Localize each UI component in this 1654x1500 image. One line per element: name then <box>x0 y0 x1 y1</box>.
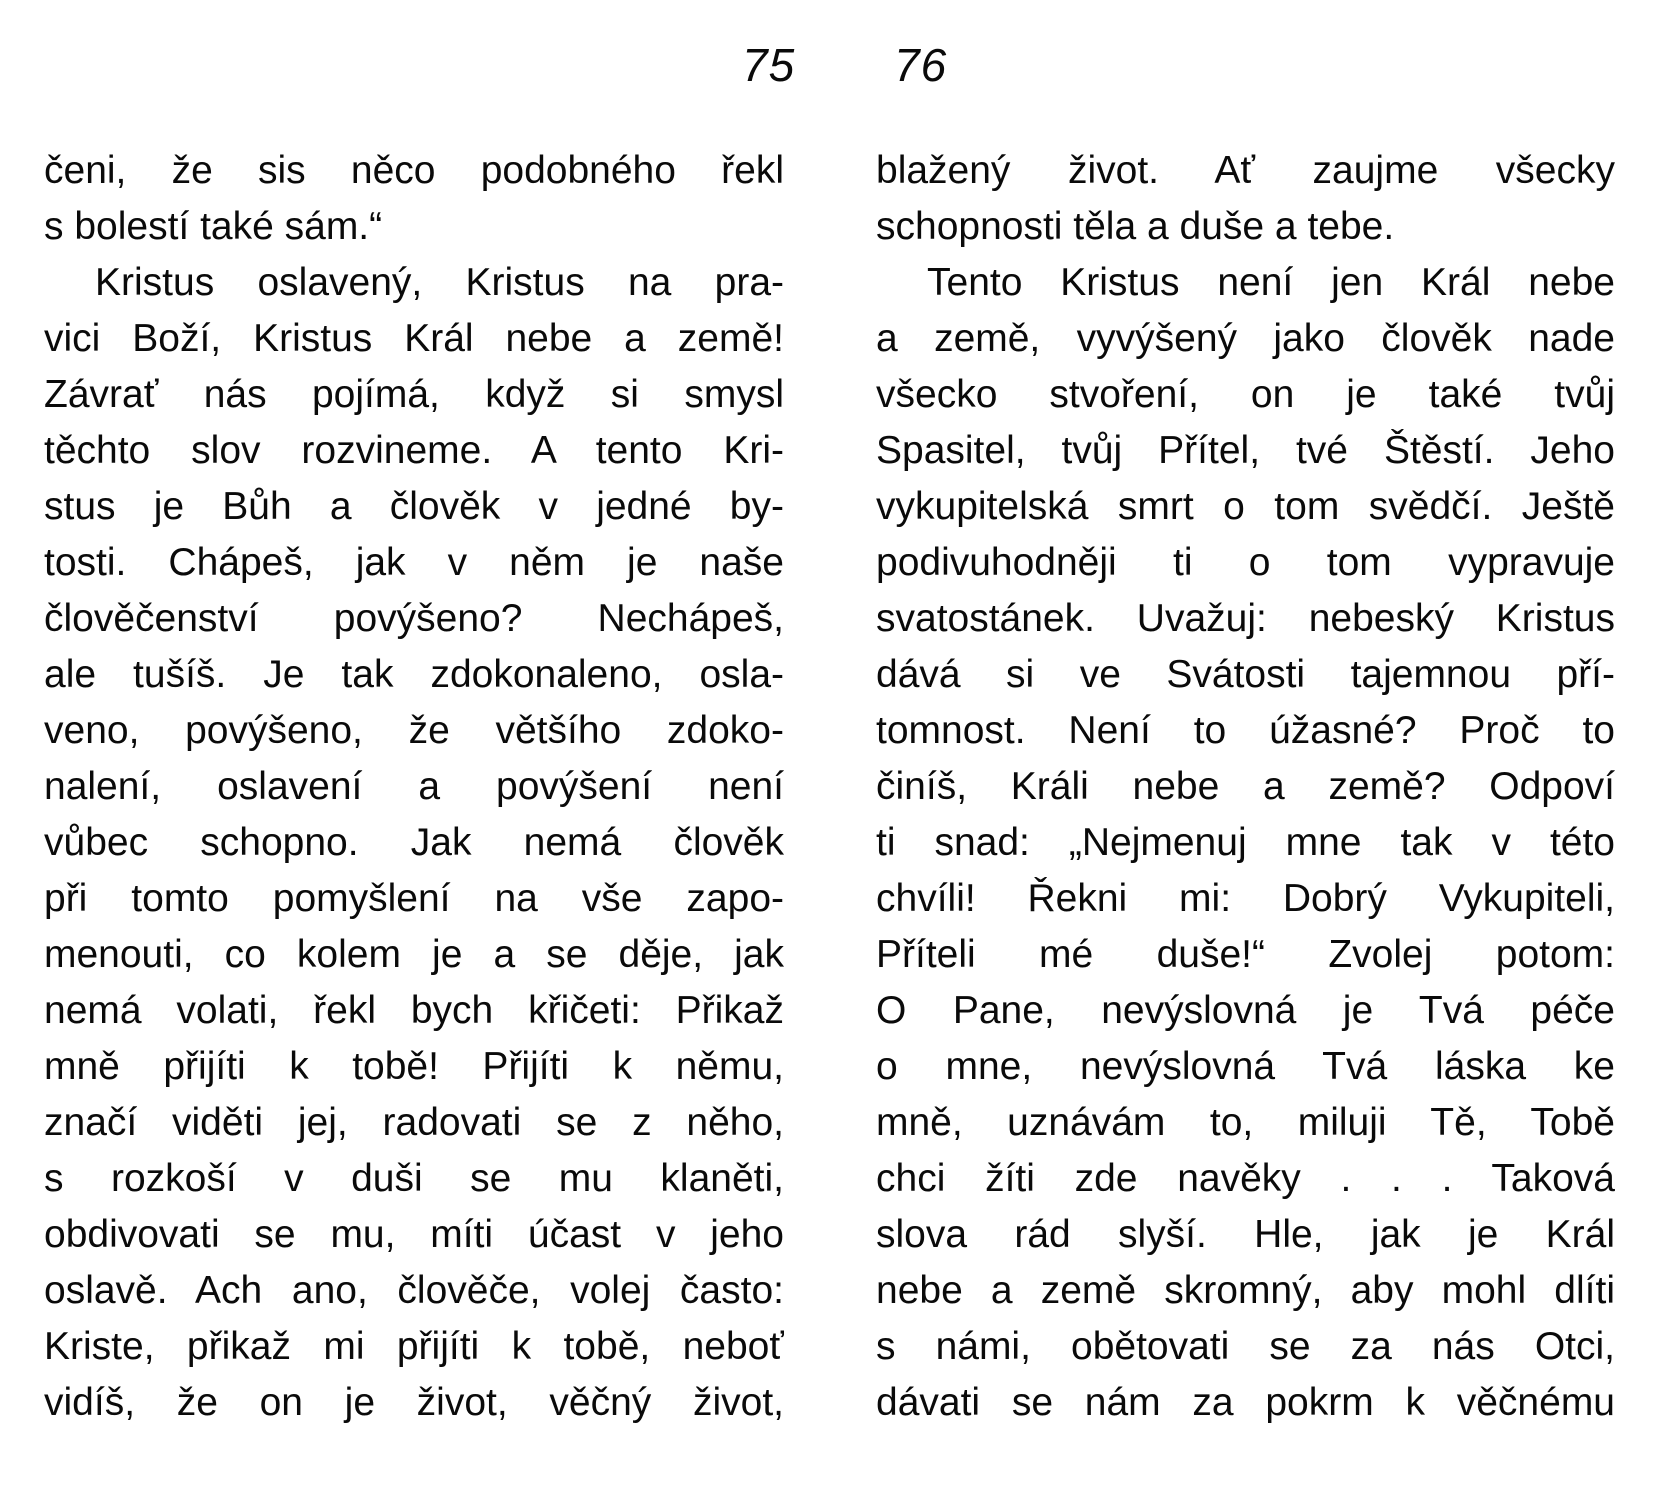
text-line: vůbec schopno. Jak nemá člověk <box>44 821 784 864</box>
text-line: schopnosti těla a duše a tebe. <box>876 205 1395 248</box>
text-line: dávati se nám za pokrm k věčnému <box>876 1381 1615 1424</box>
text-line: činíš, Králi nebe a země? Odpoví <box>876 765 1615 808</box>
text-line: blažený život. Ať zaujme všecky <box>876 149 1615 192</box>
text-line: svatostánek. Uvažuj: nebeský Kristus <box>876 597 1615 640</box>
page-number-right: 76 <box>894 39 948 91</box>
text-line: Tento Kristus není jen Král nebe <box>927 261 1615 304</box>
text-line: těchto slov rozvineme. A tento Kri- <box>44 429 784 472</box>
text-line: ale tušíš. Je tak zdokonaleno, osla- <box>44 653 784 696</box>
left-page-text <box>44 143 784 1431</box>
text-line: nalení, oslavení a povýšení není <box>44 765 784 808</box>
text-line: O Pane, nevýslovná je Tvá péče <box>876 989 1615 1032</box>
text-line: mně, uznávám to, miluji Tě, Tobě <box>876 1101 1615 1144</box>
text-line: všecko stvoření, on je také tvůj <box>876 373 1615 416</box>
text-line: nemá volati, řekl bych křičeti: Přikaž <box>44 989 784 1032</box>
text-line: vidíš, že on je život, věčný život, <box>44 1381 784 1424</box>
text-line: Příteli mé duše!“ Zvolej potom: <box>876 933 1615 976</box>
text-line: s námi, obětovati se za nás Otci, <box>876 1325 1615 1368</box>
text-line: vykupitelská smrt o tom svědčí. Ještě <box>876 485 1615 528</box>
right-page-text <box>876 143 1615 1431</box>
text-line: s rozkoší v duši se mu klaněti, <box>44 1157 784 1200</box>
page-number-left: 75 <box>742 39 796 91</box>
text-line: při tomto pomyšlení na vše zapo- <box>44 877 784 920</box>
text-line: nebe a země skromný, aby mohl dlíti <box>876 1269 1615 1312</box>
text-line: o mne, nevýslovná Tvá láska ke <box>876 1045 1615 1088</box>
text-line: obdivovati se mu, míti účast v jeho <box>44 1213 784 1256</box>
text-line: Kriste, přikaž mi přijíti k tobě, neboť <box>44 1325 784 1368</box>
text-line: Spasitel, tvůj Přítel, tvé Štěstí. Jeho <box>876 429 1615 472</box>
text-line: tosti. Chápeš, jak v něm je naše <box>44 541 784 584</box>
text-line: veno, povýšeno, že většího zdoko- <box>44 709 784 752</box>
text-line: značí viděti jej, radovati se z něho, <box>44 1101 784 1144</box>
text-line: menouti, co kolem je a se děje, jak <box>44 933 784 976</box>
text-line: člověčenství povýšeno? Nechápeš, <box>44 597 784 640</box>
text-line: podivuhodněji ti o tom vypravuje <box>876 541 1615 584</box>
text-line: a země, vyvýšený jako člověk nade <box>876 317 1615 360</box>
text-line: chci žíti zde navěky . . . Taková <box>876 1157 1615 1200</box>
text-line: stus je Bůh a člověk v jedné by- <box>44 485 784 528</box>
text-line: dává si ve Svátosti tajemnou pří- <box>876 653 1615 696</box>
text-line: s bolestí také sám.“ <box>44 205 383 248</box>
text-line: slova rád slyší. Hle, jak je Král <box>876 1213 1615 1256</box>
text-line: Závrať nás pojímá, když si smysl <box>44 373 784 416</box>
text-line: oslavě. Ach ano, člověče, volej často: <box>44 1269 784 1312</box>
text-line: ti snad: „Nejmenuj mne tak v této <box>876 821 1615 864</box>
text-line: Kristus oslavený, Kristus na pra- <box>95 261 784 304</box>
text-line: čeni, že sis něco podobného řekl <box>44 149 784 192</box>
text-line: tomnost. Není to úžasné? Proč to <box>876 709 1615 752</box>
text-line: chvíli! Řekni mi: Dobrý Vykupiteli, <box>876 877 1615 920</box>
right-page <box>827 0 1654 1500</box>
text-line: vici Boží, Kristus Král nebe a země! <box>44 317 784 360</box>
text-line: mně přijíti k tobě! Přijíti k němu, <box>44 1045 784 1088</box>
